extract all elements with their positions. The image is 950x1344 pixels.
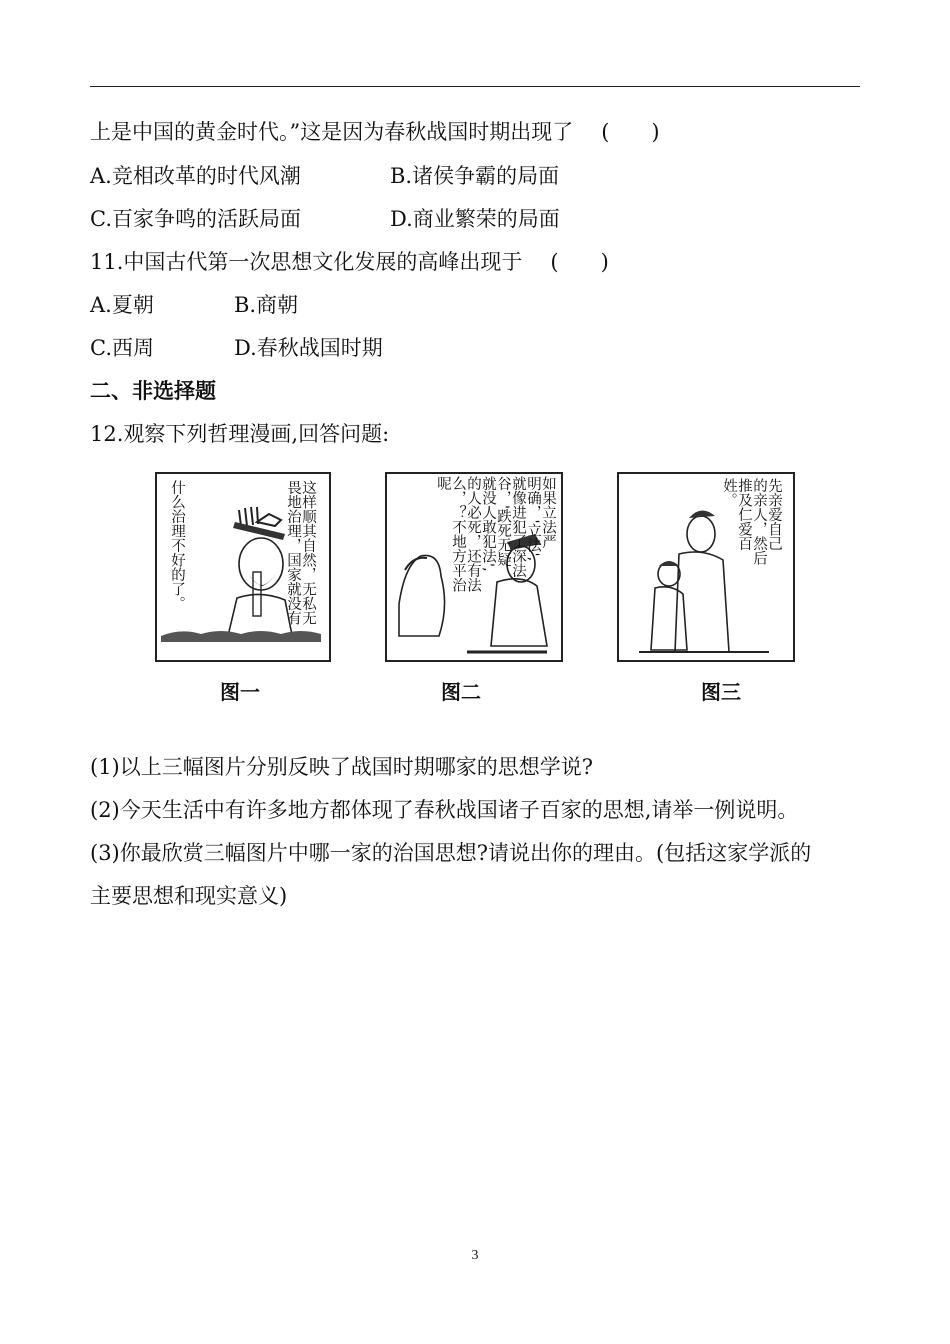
comic-2-caption: 图二: [441, 680, 481, 704]
comic-panel-2: [385, 472, 563, 662]
q10-stem-text: 上是中国的黄金时代。”这是因为春秋战国时期出现了: [90, 120, 574, 144]
q10-option-a: A.竞相改革的时代风潮: [90, 164, 301, 188]
q11-option-a: A.夏朝: [90, 293, 154, 317]
q11-option-c: C.西周: [90, 336, 154, 360]
comic-3-speech: [721, 478, 781, 565]
q11-stem-text: 11.中国古代第一次思想文化发展的高峰出现于: [90, 250, 523, 274]
comic-2-speech-line: 明确，'立法',: [525, 476, 541, 562]
comic-2-speech-line: 如果立法严: [540, 476, 556, 549]
q10-option-b: B.诸侯争霸的局面: [390, 164, 560, 188]
comic-panel-3: [617, 472, 795, 662]
comic-2-speech-line: 就没人敢犯法',: [480, 476, 496, 572]
comic-2-speech-line: 么，？不地方平治: [450, 476, 466, 592]
comic-1-caption: 图一: [220, 680, 260, 704]
q12-stem: 12.观察下列哲理漫画,回答问题:: [90, 422, 390, 446]
comic-3-speech-line: 的亲人，然后: [751, 478, 767, 565]
comic-1-speech: [285, 480, 315, 625]
comic-3-speech-line: 先亲爱自己: [766, 478, 782, 551]
q12-subquestion-2: (2)今天生活中有许多地方都体现了春秋战国诸子百家的思想,请举一例说明。: [90, 798, 799, 822]
comic-1-speech-line: 畏地治理，国家就没有: [285, 480, 301, 625]
comic-panel-1: [155, 472, 331, 662]
comic-1-speech-line: 这样顺其自然，无私无: [300, 480, 316, 625]
page-number: 3: [471, 1248, 479, 1263]
comic-3-speech-line: 姓。: [721, 478, 737, 507]
q10-stem: [90, 118, 660, 146]
q10-option-d: D.商业繁荣的局面: [390, 207, 560, 231]
comic-2-speech-line: 谷，'跌死无疑: [495, 476, 511, 567]
q10-option-c: C.百家争鸣的活跃局面: [90, 207, 301, 231]
q11-option-b: B.商朝: [234, 293, 299, 317]
comic-1-speech-left: [169, 480, 184, 611]
comic-2-speech-line: 呢: [435, 476, 451, 491]
q11-answer-paren: ( ): [550, 250, 609, 274]
comic-2-speech-line: 就像进犯了深法: [510, 476, 526, 578]
q12-subquestion-1: (1)以上三幅图片分别反映了战国时期哪家的思想学说?: [90, 755, 594, 779]
q12-subquestion-3: (3)你最欣赏三幅图片中哪一家的治国思想?请说出你的理由。(包括这家学派的: [90, 841, 812, 865]
q12-subquestion-3-cont: 主要思想和现实意义): [90, 884, 288, 908]
section-title: 二、非选择题: [90, 379, 216, 403]
header-rule: [90, 86, 860, 87]
comic-2-speech-line: 的人必死，还有法: [465, 476, 481, 592]
comic-1-speech-line: 什么治理不好的了。: [169, 480, 185, 611]
comic-2-speech: [435, 476, 555, 592]
comic-3-speech-line: 推及仁爱百: [736, 478, 752, 551]
q10-answer-paren: ( ): [601, 120, 660, 144]
comic-3-caption: 图三: [701, 680, 741, 704]
q11-option-d: D.春秋战国时期: [234, 336, 383, 360]
q11-stem: [90, 248, 609, 276]
